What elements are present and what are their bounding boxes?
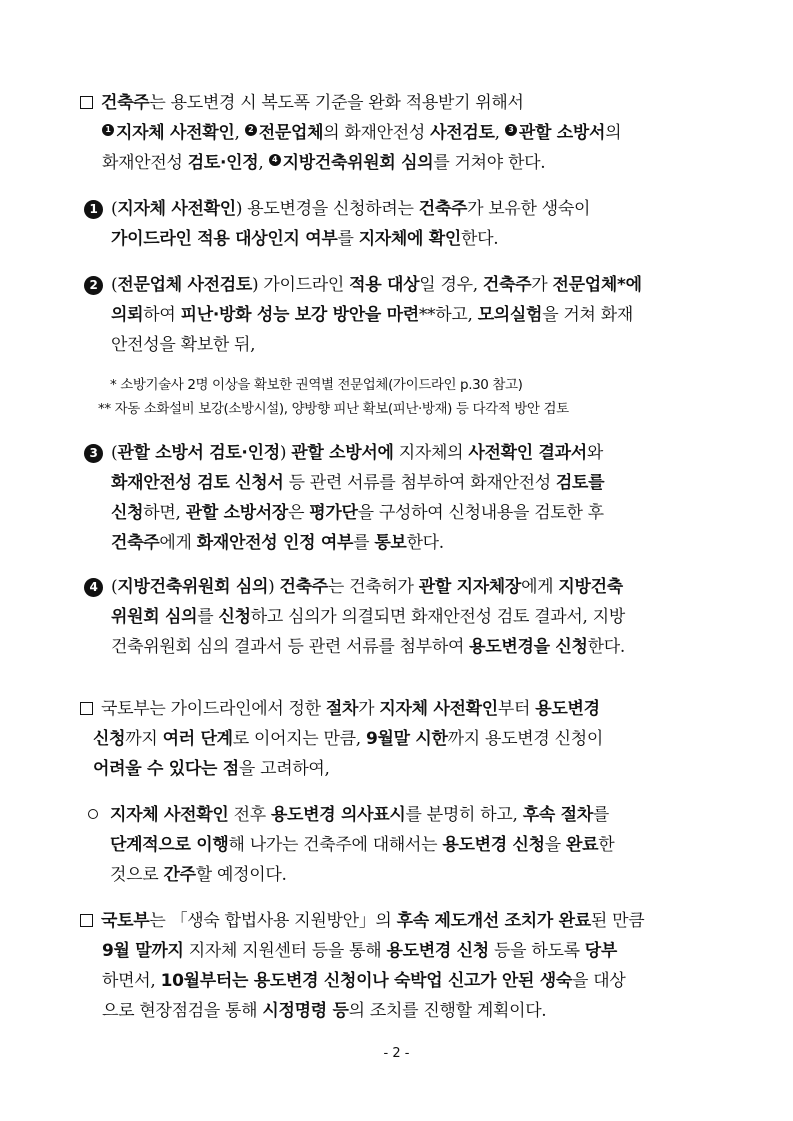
square-bullet-icon	[80, 914, 93, 927]
text: 로 이어지는 만큼,	[232, 729, 366, 749]
text: ,	[494, 123, 505, 143]
text: 할 예정이다.	[195, 865, 287, 885]
text: 한	[598, 835, 615, 855]
text: 완료	[565, 835, 599, 855]
step-2	[84, 270, 642, 360]
step-number-icon: 4	[84, 578, 103, 597]
text: )	[279, 443, 292, 463]
paragraph-3	[80, 906, 644, 1026]
step-marker-icon: 4	[269, 154, 281, 166]
text: 한다.	[587, 637, 626, 657]
text: 의	[605, 123, 622, 143]
text: 9월말 시한	[366, 729, 448, 749]
text: 의 조치를 진행할 계획이다.	[348, 1001, 547, 1021]
text: 지자체 사전확인	[110, 805, 229, 825]
text: 적용 대상	[349, 275, 420, 295]
text: 의 화재안전성	[323, 123, 431, 143]
text: 후속 절차	[522, 805, 593, 825]
step-number-icon: 2	[84, 276, 103, 295]
text: 하면,	[143, 503, 186, 523]
text: 피난·방화 성능 보강 방안을 마련	[180, 305, 419, 325]
text: 부터	[497, 699, 536, 719]
text: 신청	[218, 607, 251, 627]
text: 사전검토	[430, 123, 495, 143]
square-bullet-icon	[80, 702, 93, 715]
text: 는 용도변경 시 복도폭 기준을 완화 적용받기 위해서	[149, 93, 524, 113]
step-number-icon: 3	[84, 444, 103, 463]
text: 용도변경 의사표시	[270, 805, 406, 825]
text: 절차	[325, 699, 359, 719]
text: 모의실험	[477, 305, 543, 325]
text: 의뢰	[111, 305, 144, 325]
text: (	[111, 199, 118, 219]
text: 등 관련 서류를 첨부하여 화재안전성	[283, 473, 556, 493]
text: 안전성을 확보한 뒤,	[111, 335, 256, 355]
text: 에게	[159, 533, 197, 553]
text: 검토를	[555, 473, 605, 493]
text: 된 만큼	[590, 911, 645, 931]
text: 건축위원회 심의 결과서 등 관련 서류를 첨부하여	[111, 637, 470, 657]
text: 가이드라인 적용 대상인지 여부	[111, 229, 338, 249]
text: 하여	[143, 305, 181, 325]
text: 전후	[228, 805, 271, 825]
step-3	[84, 438, 604, 558]
text: 지자체 사전확인	[116, 123, 235, 143]
text: 으로 현장점검을 통해	[102, 1001, 263, 1021]
text: 용도변경	[535, 699, 600, 719]
text: 10월부터는 용도변경 신청이나 숙박업 신고가 안된 생숙	[160, 971, 573, 991]
text: 을 고려하여,	[238, 759, 330, 779]
text: 화재안전성 검토 신청서	[111, 473, 284, 493]
text: 건축주	[279, 577, 328, 597]
text: 용도변경 신청	[386, 941, 489, 961]
text: ,	[234, 123, 245, 143]
text: 를	[197, 607, 219, 627]
text: 까지 용도변경 신청이	[447, 729, 603, 749]
text: 가	[358, 699, 380, 719]
step-marker-icon: 1	[102, 124, 114, 136]
circle-bullet-icon	[88, 809, 98, 819]
text: 를 거쳐야 한다.	[433, 153, 546, 173]
text: 평가단	[309, 503, 358, 523]
text: 까지	[125, 729, 163, 749]
text: 신청	[93, 729, 126, 749]
text: 을 거쳐 화재	[542, 305, 634, 325]
text: 화재안전성 인정 여부	[196, 533, 354, 553]
page-number: - 2 -	[383, 1046, 410, 1061]
text: 여러 단계	[162, 729, 233, 749]
text: 한다.	[406, 533, 444, 553]
text: 국토부는 가이드라인에서 정한	[101, 699, 326, 719]
text: ,	[258, 153, 269, 173]
text: 전문업체*에	[552, 275, 642, 295]
text: 를	[353, 533, 375, 553]
text: 하고 심의가 의결되면 화재안전성 검토 결과서, 지방	[250, 607, 626, 627]
text: 건축주	[418, 199, 468, 219]
text: **하고,	[418, 305, 478, 325]
text: 단계적으로 이행	[110, 835, 229, 855]
step-number-icon: 1	[84, 200, 103, 219]
text: 을 대상	[572, 971, 626, 991]
text: 사전확인 결과서	[468, 443, 587, 463]
text: 것으로	[110, 865, 164, 885]
text: 지자체 사전확인	[117, 199, 236, 219]
step-marker-icon: 3	[505, 124, 517, 136]
step-4	[84, 572, 625, 662]
text: (	[111, 275, 118, 295]
text: 관할 소방서장	[185, 503, 289, 523]
text: )	[268, 577, 280, 597]
text: 건축주	[482, 275, 532, 295]
text: 시정명령 등	[262, 1001, 349, 1021]
text: 화재안전성	[102, 153, 188, 173]
text: 일 경우,	[419, 275, 483, 295]
text: 통보	[374, 533, 407, 553]
text: 지방건축위원회 심의	[117, 577, 269, 597]
text: (	[111, 577, 118, 597]
text: 지자체 지원센터 등을 통해	[183, 941, 387, 961]
text: 당부	[584, 941, 618, 961]
text: 는 건축허가	[327, 577, 419, 597]
text: 가	[531, 275, 553, 295]
text: 후속 제도개선 조치가 완료	[396, 911, 591, 931]
footnote-1: * 소방기술사 2명 이상을 확보한 권역별 전문업체(가이드라인 p.30 참고)	[110, 377, 523, 393]
text: ) 용도변경을 신청하려는	[235, 199, 419, 219]
text: 9월 말까지	[102, 941, 184, 961]
text: 을	[544, 835, 566, 855]
text: 를	[337, 229, 359, 249]
text: 해 나가는 건축주에 대해서는	[228, 835, 443, 855]
text: 와	[586, 443, 603, 463]
sub-bullet	[88, 800, 614, 890]
text: 등을 하도록	[488, 941, 585, 961]
text: 위원회 심의	[111, 607, 198, 627]
text: 를	[592, 805, 609, 825]
text: 국토부	[101, 911, 150, 931]
footnote-2: ** 자동 소화설비 보강(소방시설), 양방향 피난 확보(피난·방재) 등 다각적 방안 검토	[98, 401, 569, 417]
text: 간주	[163, 865, 196, 885]
step-1	[84, 194, 590, 254]
square-bullet-icon	[80, 96, 93, 109]
text: 관할 소방서 검토·인정	[117, 443, 280, 463]
text: 에게	[521, 577, 559, 597]
text: 지자체에 확인	[358, 229, 462, 249]
text: 을 구성하여 신청내용을 검토한 후	[357, 503, 604, 523]
text: (	[111, 443, 118, 463]
text: 신청	[111, 503, 144, 523]
paragraph-1	[80, 88, 621, 178]
text: 전문업체	[258, 123, 324, 143]
text: 관할 지자체장	[418, 577, 522, 597]
text: 은	[288, 503, 310, 523]
text: 지방건축위원회 심의	[282, 153, 434, 173]
text: 용도변경을 신청	[469, 637, 588, 657]
text: 어려울 수 있다는 점	[93, 759, 239, 779]
text: 전문업체 사전검토	[117, 275, 252, 295]
paragraph-2	[80, 694, 603, 784]
step-marker-icon: 2	[245, 124, 257, 136]
text: 용도변경 신청	[442, 835, 545, 855]
text: 건축주	[101, 93, 150, 113]
text: ) 가이드라인	[251, 275, 350, 295]
text: 하면서,	[102, 971, 161, 991]
text: 는 「생숙 합법사용 지원방안」의	[149, 911, 397, 931]
text: 관할 소방서	[518, 123, 606, 143]
text: 관할 소방서에	[291, 443, 394, 463]
text: 건축주	[111, 533, 160, 553]
text: 지자체의	[393, 443, 469, 463]
text: 를 분명히 하고,	[405, 805, 523, 825]
text: 한다.	[461, 229, 499, 249]
text: 검토·인정	[187, 153, 259, 173]
text: 가 보유한 생숙이	[467, 199, 591, 219]
text: 지자체 사전확인	[379, 699, 498, 719]
text: 지방건축	[558, 577, 623, 597]
